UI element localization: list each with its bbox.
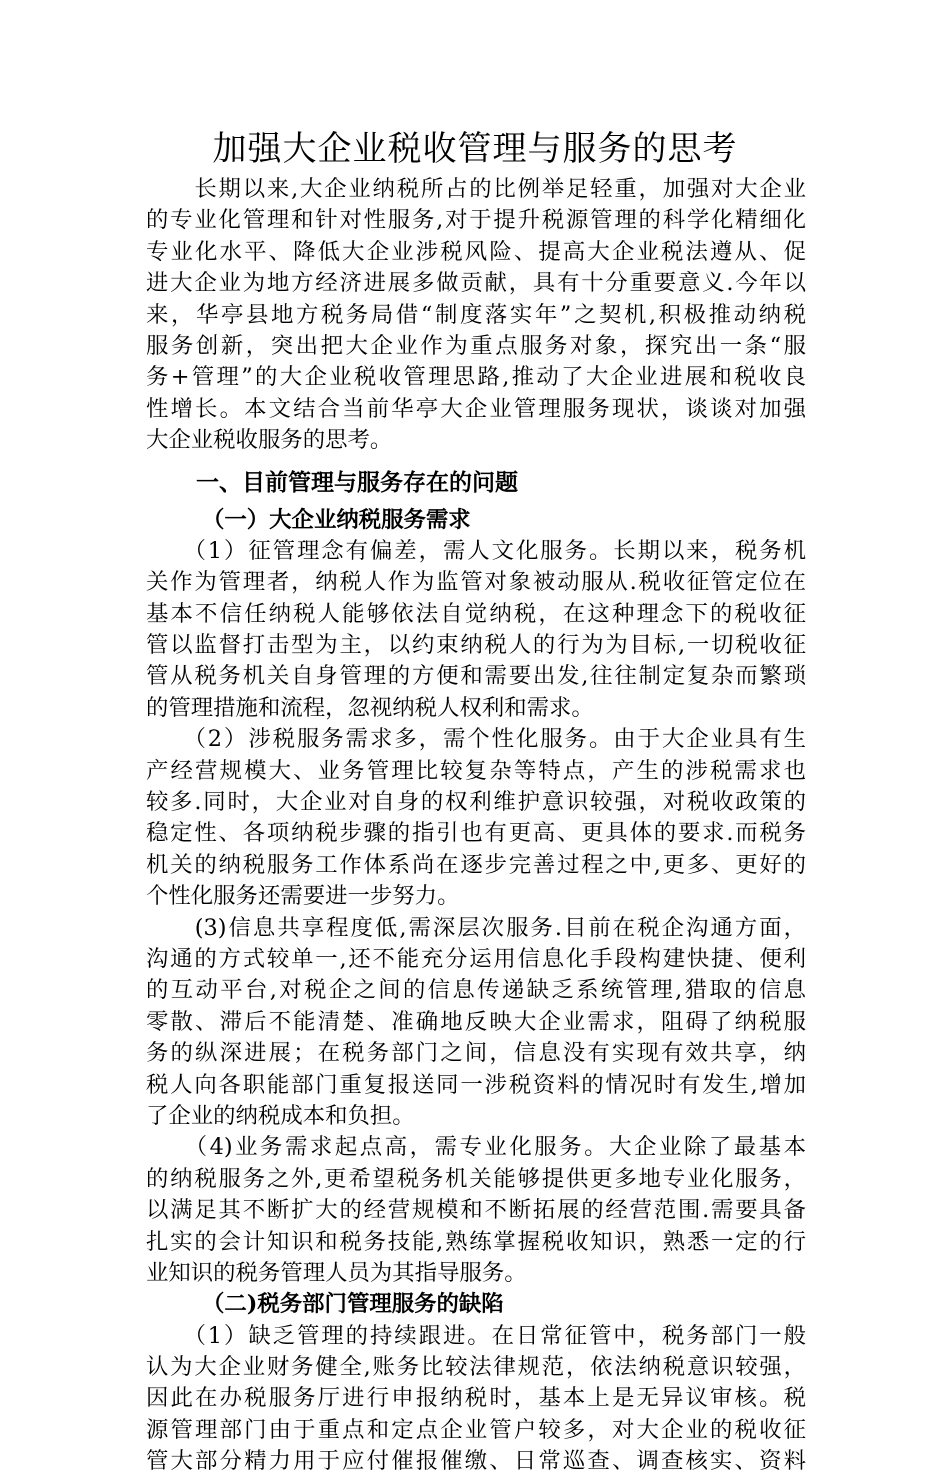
- paragraph-line: 源管理部门由于重点和定点企业管户较多，对大企业的税收征: [146, 1416, 806, 1443]
- intro-line: 长期以来,大企业纳税所占的比例举足轻重，加强对大企业: [146, 176, 806, 202]
- paragraph-line: 稳定性、各项纳税步骤的指引也有更高、更具体的要求.而税务: [146, 820, 806, 847]
- paragraph-2: [146, 724, 806, 912]
- section-heading-1: 一、目前管理与服务存在的问题: [196, 469, 518, 496]
- paragraph-3: [146, 913, 806, 1133]
- paragraph-1: [146, 536, 806, 724]
- intro-line: 大企业税收服务的思考。: [146, 427, 393, 454]
- paragraph-5: [146, 1321, 806, 1478]
- intro-paragraph: [146, 174, 806, 457]
- paragraph-line: 管大部分精力用于应付催报催缴、日常巡查、调查核实、资料: [146, 1448, 806, 1475]
- paragraph-line: 以满足其不断扩大的经营规模和不断拓展的经营范围.需要具备: [146, 1197, 806, 1224]
- document-body: [146, 174, 806, 1478]
- paragraph-line: 个性化服务还需要进一步努力。: [146, 883, 460, 910]
- subsection-heading-2: （二)税务部门管理服务的缺陷: [202, 1291, 504, 1318]
- paragraph-line: 因此在办税服务厅进行申报纳税时，基本上是无异议审核。税: [146, 1385, 806, 1412]
- paragraph-line: 的管理措施和流程，忽视纳税人权利和需求。: [146, 694, 594, 721]
- intro-line: 来，华亭县地方税务局借“制度落实年”之契机,积极推动纳税: [146, 301, 806, 328]
- paragraph-line: 认为大企业财务健全,账务比较法律规范，依法纳税意识较强，: [146, 1354, 806, 1381]
- paragraph-line: 的互动平台,对税企之间的信息传递缺乏系统管理,猎取的信息: [146, 977, 806, 1004]
- paragraph-line: 零散、滞后不能清楚、准确地反映大企业需求，阻碍了纳税服: [146, 1008, 806, 1035]
- paragraph-line: 业知识的税务管理人员为其指导服务。: [146, 1259, 527, 1286]
- paragraph-line: 管从税务机关自身管理的方便和需要出发,往往制定复杂而繁琐: [146, 663, 806, 690]
- paragraph-line: 机关的纳税服务工作体系尚在逐步完善过程之中,更多、更好的: [146, 851, 806, 878]
- intro-line: 专业化水平、降低大企业涉税风险、提高大企业税法遵从、促: [146, 238, 806, 265]
- paragraph-line: 扎实的会计知识和税务技能,熟练掌握税收知识，熟悉一定的行: [146, 1228, 806, 1255]
- paragraph-line: 产经营规模大、业务管理比较复杂等特点，产生的涉税需求也: [146, 757, 806, 784]
- paragraph-line: 税人向各职能部门重复报送同一涉税资料的情况时有发生,增加: [146, 1071, 806, 1098]
- paragraph-line: 了企业的纳税成本和负担。: [146, 1102, 415, 1129]
- paragraph-line: 关作为管理者，纳税人作为监管对象被动服从.税收征管定位在: [146, 569, 806, 596]
- intro-line: 性增长。本文结合当前华亭大企业管理服务现状，谈谈对加强: [146, 395, 806, 422]
- paragraph-line: 基本不信任纳税人能够依法自觉纳税，在这种理念下的税收征: [146, 600, 806, 627]
- paragraph-line: （1）缺乏管理的持续跟进。在日常征管中，税务部门一般: [146, 1322, 806, 1349]
- document-title: 加强大企业税收管理与服务的思考: [212, 129, 738, 169]
- paragraph-line: 沟通的方式较单一,还不能充分运用信息化手段构建快捷、便利: [146, 945, 806, 972]
- paragraph-line: (3)信息共享程度低,需深层次服务.目前在税企沟通方面，: [146, 914, 806, 941]
- paragraph-line: （4)业务需求起点高，需专业化服务。大企业除了最基本: [146, 1134, 806, 1161]
- intro-line: 进大企业为地方经济进展多做贡献，具有十分重要意义.今年以: [146, 270, 806, 297]
- paragraph-line: 的纳税服务之外,更希望税务机关能够提供更多地专业化服务，: [146, 1165, 806, 1192]
- intro-line: 务+管理”的大企业税收管理思路,推动了大企业进展和税收良: [146, 364, 806, 391]
- subsection-heading-1: （一）大企业纳税服务需求: [202, 506, 471, 533]
- intro-line: 服务创新，突出把大企业作为重点服务对象，探究出一条“服: [146, 332, 806, 359]
- paragraph-line: 较多.同时，大企业对自身的权利维护意识较强，对税收政策的: [146, 789, 806, 816]
- paragraph-line: （2）涉税服务需求多，需个性化服务。由于大企业具有生: [146, 726, 806, 753]
- paragraph-line: 管以监督打击型为主，以约束纳税人的行为为目标,一切税收征: [146, 632, 806, 659]
- paragraph-4: [146, 1132, 806, 1289]
- intro-line: 的专业化管理和针对性服务,对于提升税源管理的科学化精细化: [146, 207, 806, 234]
- paragraph-line: （1）征管理念有偏差，需人文化服务。长期以来，税务机: [146, 537, 806, 564]
- paragraph-line: 务的纵深进展；在税务部门之间，信息没有实现有效共享，纳: [146, 1040, 806, 1067]
